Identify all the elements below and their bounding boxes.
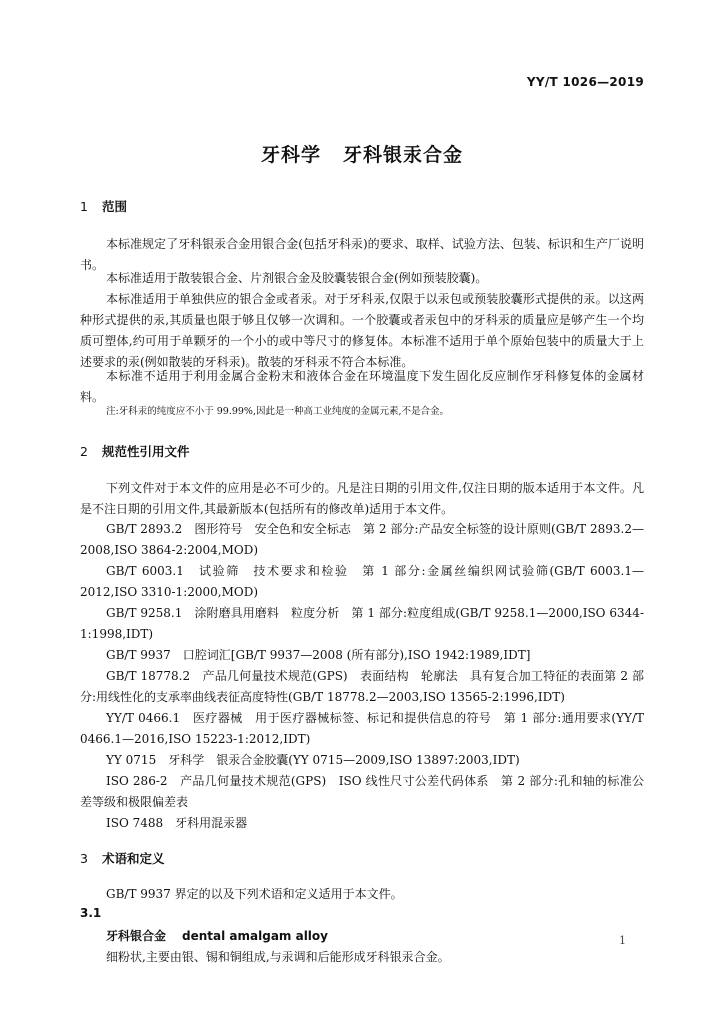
paragraph: 下列文件对于本文件的应用是必不可少的。凡是注日期的引用文件,仅注日期的版本适用于本文件。凡是不注日期的引用文件,其最新版本(包括所有的修改单)适用于本文件。 <box>80 481 644 516</box>
section-title: 术语和定义 <box>102 851 165 866</box>
title-part-1: 牙科学 <box>260 144 321 166</box>
paragraph: GB/T 9937 界定的以及下列术语和定义适用于本文件。 <box>106 887 403 901</box>
term-zh: 牙科银合金 <box>106 929 167 943</box>
page-title <box>0 140 724 167</box>
reference-item: GB/T 9937 口腔词汇[GB/T 9937—2008 (所有部分),ISO 1942:1989,IDT] <box>106 648 531 662</box>
reference-item: YY/T 0466.1 医疗器械 用于医疗器械标签、标记和提供信息的符号 第 1 部分:通用要求(YY/T 0466.1—2016,ISO 15223-1:2012,IDT) <box>80 711 644 746</box>
paragraph: 本标准适用于散装银合金、片剂银合金及胶囊装银合金(例如预装胶囊)。 <box>106 271 488 285</box>
reference-item: GB/T 9258.1 涂附磨具用磨料 粒度分析 第 1 部分:粒度组成(GB/T 9258.1—2000,ISO 6344-1:1998,IDT) <box>80 606 644 641</box>
term-en: dental amalgam alloy <box>182 929 328 943</box>
section-number: 1 <box>80 199 88 214</box>
term-definition: 细粉状,主要由银、锡和铜组成,与汞调和后能形成牙科银汞合金。 <box>106 950 450 964</box>
section-2-heading <box>80 442 190 460</box>
standard-number: YY/T 1026—2019 <box>526 75 644 89</box>
section-number: 3 <box>80 851 88 866</box>
paragraph: 本标准规定了牙科银汞合金用银合金(包括牙科汞)的要求、取样、试验方法、包装、标识和生产厂说明书。 <box>80 237 644 272</box>
page-number: 1 <box>619 934 626 947</box>
section-title: 规范性引用文件 <box>102 444 190 459</box>
paragraph: 本标准适用于单独供应的银合金或者汞。对于牙科汞,仅限于以汞包或预装胶囊形式提供的汞。以这两种形式提供的汞,其质量也限于够且仅够一次调和。一个胶囊或者汞包中的牙科汞的质量应是够产生一个均质可塑体,约可用于单颗牙的一个小的或中等尺寸的修复体。本标准不适用于单个原始包装中的质量大于上述要求的汞(例如散装的牙科汞)。散装的牙科汞不符合本标准。 <box>80 292 644 369</box>
paragraph: 本标准不适用于利用金属合金粉末和液体合金在环境温度下发生固化反应制作牙科修复体的金属材料。 <box>80 369 644 404</box>
reference-item: GB/T 18778.2 产品几何量技术规范(GPS) 表面结构 轮廓法 具有复合加工特征的表面第 2 部分:用线性化的支承率曲线表征高度特性(GB/T 18778.2—2003,ISO 13565-2:1996,IDT) <box>80 669 644 704</box>
reference-item: GB/T 2893.2 图形符号 安全色和安全标志 第 2 部分:产品安全标签的设计原则(GB/T 2893.2—2008,ISO 3864-2:2004,MOD) <box>80 522 644 557</box>
reference-item: ISO 286-2 产品几何量技术规范(GPS) ISO 线性尺寸公差代码体系 第 2 部分:孔和轴的标准公差等级和极限偏差表 <box>80 774 644 809</box>
reference-item: ISO 7488 牙科用混汞器 <box>106 816 248 830</box>
section-title: 范围 <box>102 199 128 214</box>
reference-item: GB/T 6003.1 试验筛 技术要求和检验 第 1 部分:金属丝编织网试验筛(GB/T 6003.1—2012,ISO 3310-1:2000,MOD) <box>80 564 644 599</box>
section-3-heading <box>80 849 165 867</box>
term-number: 3.1 <box>80 906 102 920</box>
note: 注:牙科汞的纯度应不小于 99.99%,因此是一种高工业纯度的金属元素,不是合金。 <box>106 406 449 417</box>
title-part-2: 牙科银汞合金 <box>343 144 464 166</box>
reference-item: YY 0715 牙科学 银汞合金胶囊(YY 0715—2009,ISO 13897:2003,IDT) <box>106 753 520 767</box>
term-heading <box>106 927 328 944</box>
section-number: 2 <box>80 444 88 459</box>
section-1-heading <box>80 197 127 215</box>
